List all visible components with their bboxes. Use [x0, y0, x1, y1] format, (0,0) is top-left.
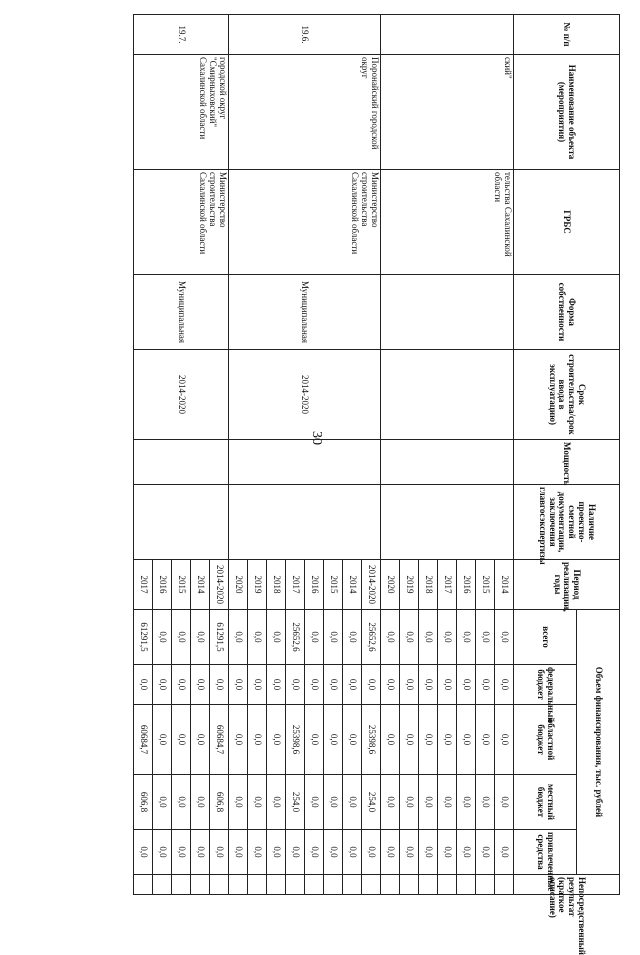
- federal-value: 0,0: [286, 665, 305, 705]
- regional-value: 0,0: [381, 705, 400, 775]
- local-value: 0,0: [267, 775, 286, 830]
- federal-value: 0,0: [381, 665, 400, 705]
- year-cell: 2019: [248, 560, 267, 610]
- funding-table: [133, 14, 620, 955]
- other-value: 0,0: [191, 830, 210, 875]
- total-value: 0,0: [343, 610, 362, 665]
- year-cell: 2017: [286, 560, 305, 610]
- local-value: 606,8: [210, 775, 229, 830]
- regional-value: 0,0: [324, 705, 343, 775]
- regional-value: 25398,6: [286, 705, 305, 775]
- term-cell: 2014-2020: [134, 350, 229, 440]
- header-other: привлеченные средства: [514, 830, 577, 875]
- design-cell: [229, 485, 381, 560]
- power-cell: [229, 440, 381, 485]
- total-value: 0,0: [172, 610, 191, 665]
- total-value: 0,0: [229, 610, 248, 665]
- year-cell: 2018: [419, 560, 438, 610]
- header-name: Наименование объекта (мероприятия): [514, 55, 620, 170]
- regional-value: 25398,6: [362, 705, 381, 775]
- term-cell: 2014-2020: [229, 350, 381, 440]
- total-value: 0,0: [419, 610, 438, 665]
- federal-value: 0,0: [210, 665, 229, 705]
- other-value: 0,0: [457, 830, 476, 875]
- other-value: 0,0: [495, 830, 514, 875]
- year-cell: 2016: [457, 560, 476, 610]
- federal-value: 0,0: [362, 665, 381, 705]
- design-cell: [134, 485, 229, 560]
- other-value: 0,0: [343, 830, 362, 875]
- header-ownership: Форма собственности: [514, 275, 620, 350]
- result-cell: [305, 875, 324, 895]
- local-value: 0,0: [438, 775, 457, 830]
- other-value: 0,0: [419, 830, 438, 875]
- result-cell: [362, 875, 381, 895]
- federal-value: 0,0: [324, 665, 343, 705]
- result-cell: [248, 875, 267, 895]
- table-row: [362, 15, 381, 895]
- row-num: 19.7.: [134, 15, 229, 55]
- result-cell: [419, 875, 438, 895]
- federal-value: 0,0: [343, 665, 362, 705]
- header-period: Период реализации, годы: [514, 560, 620, 610]
- other-value: 0,0: [134, 830, 153, 875]
- other-value: 0,0: [438, 830, 457, 875]
- federal-value: 0,0: [400, 665, 419, 705]
- year-cell: 2016: [153, 560, 172, 610]
- result-cell: [381, 875, 400, 895]
- other-value: 0,0: [248, 830, 267, 875]
- total-value: 25652,6: [286, 610, 305, 665]
- result-cell: [324, 875, 343, 895]
- regional-value: 0,0: [229, 705, 248, 775]
- regional-value: 0,0: [457, 705, 476, 775]
- result-cell: [457, 875, 476, 895]
- other-value: 0,0: [153, 830, 172, 875]
- header-grbs: ГРБС: [514, 170, 620, 275]
- table-body: [134, 15, 514, 895]
- regional-value: 0,0: [153, 705, 172, 775]
- total-value: 0,0: [476, 610, 495, 665]
- federal-value: 0,0: [438, 665, 457, 705]
- result-cell: [286, 875, 305, 895]
- result-cell: [153, 875, 172, 895]
- year-cell: 2019: [400, 560, 419, 610]
- local-value: 0,0: [305, 775, 324, 830]
- total-value: 0,0: [248, 610, 267, 665]
- local-value: 0,0: [191, 775, 210, 830]
- year-cell: 2017: [134, 560, 153, 610]
- regional-value: 0,0: [438, 705, 457, 775]
- federal-value: 0,0: [172, 665, 191, 705]
- other-value: 0,0: [286, 830, 305, 875]
- object-name: ский": [381, 55, 514, 170]
- regional-value: 0,0: [172, 705, 191, 775]
- federal-value: 0,0: [305, 665, 324, 705]
- local-value: 0,0: [324, 775, 343, 830]
- local-value: 0,0: [248, 775, 267, 830]
- total-value: 0,0: [381, 610, 400, 665]
- total-value: 0,0: [457, 610, 476, 665]
- year-cell: 2014-2020: [210, 560, 229, 610]
- rotated-table-container: [100, 14, 620, 955]
- total-value: 61291,5: [134, 610, 153, 665]
- total-value: 0,0: [324, 610, 343, 665]
- header-design: Наличие проектно-сметной документации, заключения главгосэкспертизы: [514, 485, 620, 560]
- table-row: [210, 15, 229, 895]
- header-local: местный бюджет: [514, 775, 577, 830]
- grbs-cell: Министерство строительства Сахалинской области: [134, 170, 229, 275]
- local-value: 0,0: [400, 775, 419, 830]
- year-cell: 2014: [191, 560, 210, 610]
- ownership-cell: Муниципальная: [229, 275, 381, 350]
- term-cell: [381, 350, 514, 440]
- year-cell: 2014: [495, 560, 514, 610]
- local-value: 0,0: [172, 775, 191, 830]
- other-value: 0,0: [476, 830, 495, 875]
- total-value: 0,0: [191, 610, 210, 665]
- header-term: Срок строительства/срок ввода в эксплуатацию): [514, 350, 620, 440]
- local-value: 0,0: [457, 775, 476, 830]
- result-cell: [495, 875, 514, 895]
- other-value: 0,0: [305, 830, 324, 875]
- ownership-cell: [381, 275, 514, 350]
- other-value: 0,0: [400, 830, 419, 875]
- result-cell: [476, 875, 495, 895]
- header-num: № п/п: [514, 15, 620, 55]
- year-cell: 2015: [324, 560, 343, 610]
- row-num: 19.6.: [229, 15, 381, 55]
- header-total: всего: [514, 610, 577, 665]
- local-value: 0,0: [229, 775, 248, 830]
- other-value: 0,0: [381, 830, 400, 875]
- row-num: [381, 15, 514, 55]
- ownership-cell: Муниципальная: [134, 275, 229, 350]
- year-cell: 2016: [305, 560, 324, 610]
- federal-value: 0,0: [419, 665, 438, 705]
- other-value: 0,0: [229, 830, 248, 875]
- local-value: 0,0: [495, 775, 514, 830]
- regional-value: 0,0: [248, 705, 267, 775]
- power-cell: [381, 440, 514, 485]
- federal-value: 0,0: [457, 665, 476, 705]
- regional-value: 0,0: [495, 705, 514, 775]
- local-value: 606,8: [134, 775, 153, 830]
- result-cell: [267, 875, 286, 895]
- regional-value: 0,0: [305, 705, 324, 775]
- result-cell: [210, 875, 229, 895]
- header-funding: Объем финансирования, тыс. рублей: [577, 610, 620, 875]
- regional-value: 60684,7: [210, 705, 229, 775]
- year-cell: 2015: [476, 560, 495, 610]
- total-value: 61291,5: [210, 610, 229, 665]
- federal-value: 0,0: [267, 665, 286, 705]
- federal-value: 0,0: [229, 665, 248, 705]
- design-cell: [381, 485, 514, 560]
- regional-value: 0,0: [419, 705, 438, 775]
- result-cell: [191, 875, 210, 895]
- header-power: Мощность: [514, 440, 620, 485]
- total-value: 0,0: [305, 610, 324, 665]
- year-cell: 2014: [343, 560, 362, 610]
- result-cell: [229, 875, 248, 895]
- other-value: 0,0: [324, 830, 343, 875]
- federal-value: 0,0: [476, 665, 495, 705]
- year-cell: 2020: [229, 560, 248, 610]
- result-cell: [343, 875, 362, 895]
- local-value: 0,0: [153, 775, 172, 830]
- result-cell: [172, 875, 191, 895]
- regional-value: 0,0: [191, 705, 210, 775]
- federal-value: 0,0: [495, 665, 514, 705]
- object-name: городской округ "Смирныховский" Сахалинской области: [134, 55, 229, 170]
- total-value: 0,0: [267, 610, 286, 665]
- grbs-cell: тельства Сахалинской области: [381, 170, 514, 275]
- local-value: 0,0: [476, 775, 495, 830]
- federal-value: 0,0: [134, 665, 153, 705]
- regional-value: 0,0: [400, 705, 419, 775]
- year-cell: 2015: [172, 560, 191, 610]
- year-cell: 2014-2020: [362, 560, 381, 610]
- total-value: 0,0: [438, 610, 457, 665]
- power-cell: [134, 440, 229, 485]
- result-cell: [400, 875, 419, 895]
- local-value: 0,0: [419, 775, 438, 830]
- result-cell: [438, 875, 457, 895]
- regional-value: 0,0: [267, 705, 286, 775]
- local-value: 0,0: [343, 775, 362, 830]
- total-value: 0,0: [495, 610, 514, 665]
- regional-value: 0,0: [343, 705, 362, 775]
- header-federal: федеральный бюджет: [514, 665, 577, 705]
- other-value: 0,0: [267, 830, 286, 875]
- local-value: 254,0: [286, 775, 305, 830]
- local-value: 254,0: [362, 775, 381, 830]
- year-cell: 2017: [438, 560, 457, 610]
- other-value: 0,0: [362, 830, 381, 875]
- page-number: 30: [309, 431, 324, 445]
- total-value: 25652,6: [362, 610, 381, 665]
- federal-value: 0,0: [153, 665, 172, 705]
- object-name: Поронайский городской округ: [229, 55, 381, 170]
- total-value: 0,0: [153, 610, 172, 665]
- other-value: 0,0: [210, 830, 229, 875]
- year-cell: 2018: [267, 560, 286, 610]
- federal-value: 0,0: [191, 665, 210, 705]
- regional-value: 0,0: [476, 705, 495, 775]
- header-result: Непосредственный результат (краткое описание): [514, 875, 620, 895]
- local-value: 0,0: [381, 775, 400, 830]
- other-value: 0,0: [172, 830, 191, 875]
- year-cell: 2020: [381, 560, 400, 610]
- total-value: 0,0: [400, 610, 419, 665]
- result-cell: [134, 875, 153, 895]
- header-regional: областной бюджет: [514, 705, 577, 775]
- federal-value: 0,0: [248, 665, 267, 705]
- grbs-cell: Министерство строительства Сахалинской области: [229, 170, 381, 275]
- regional-value: 60684,7: [134, 705, 153, 775]
- table-row: [495, 15, 514, 895]
